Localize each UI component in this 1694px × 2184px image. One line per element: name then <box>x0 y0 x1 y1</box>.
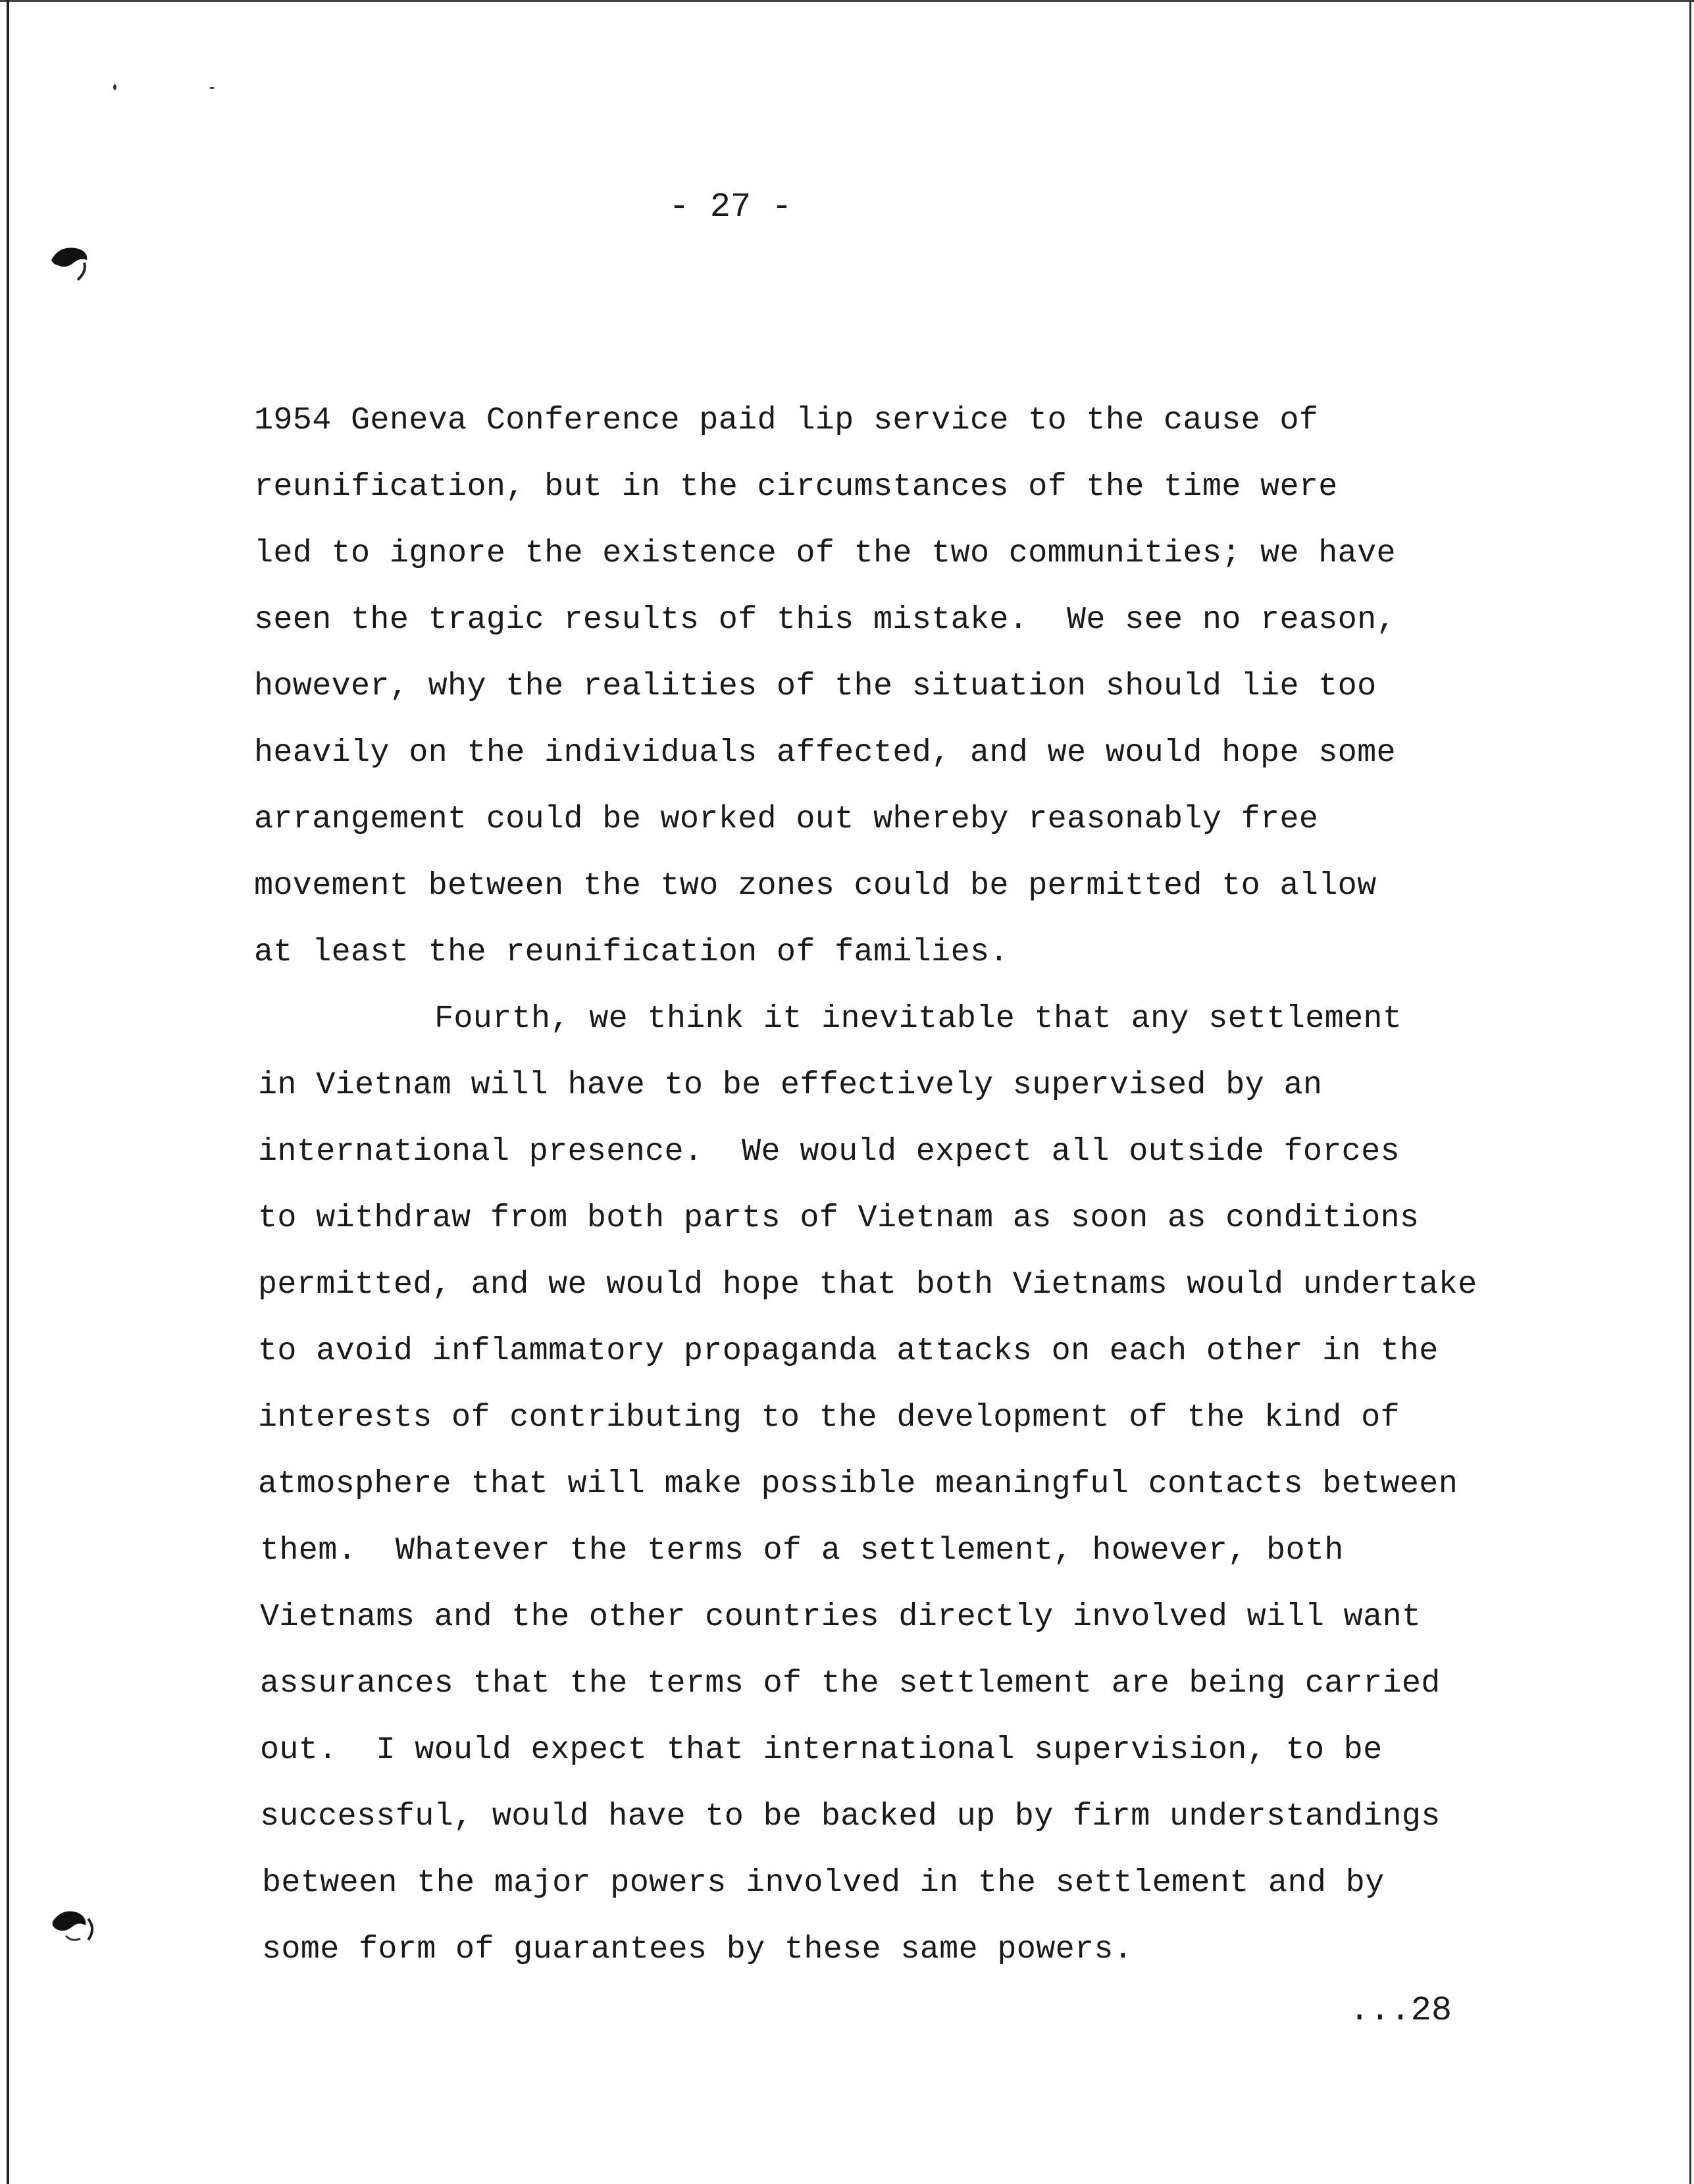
body-line: led to ignore the existence of the two communities; we have <box>254 535 1396 571</box>
body-line: at least the reunification of families. <box>254 934 1009 970</box>
paragraph-first-line: Fourth, we think it inevitable that any settlement <box>434 1001 1402 1037</box>
body-line: assurances that the terms of the settlement are being carried <box>260 1665 1441 1702</box>
body-line: heavily on the individuals affected, and we would hope some <box>254 735 1396 771</box>
body-line: interests of contributing to the development of the kind of <box>258 1399 1400 1436</box>
body-line: arrangement could be worked out whereby reasonably free <box>254 801 1319 837</box>
body-line: 1954 Geneva Conference paid lip service to the cause of <box>254 402 1319 438</box>
body-line: permitted, and we would hope that both Vietnams would undertake <box>258 1266 1477 1303</box>
body-line: reunification, but in the circumstances of the time were <box>254 469 1338 505</box>
body-line: international presence. We would expect all outside forces <box>258 1133 1400 1170</box>
body-line: movement between the two zones could be permitted to allow <box>254 868 1377 904</box>
punch-hole-bottom-icon <box>46 1899 99 1952</box>
body-line: to avoid inflammatory propaganda attacks on each other in the <box>258 1333 1439 1369</box>
scan-speck <box>209 87 215 89</box>
body-line: out. I would expect that international supervision, to be <box>260 1732 1383 1768</box>
body-line: them. Whatever the terms of a settlement, however, both <box>260 1532 1344 1569</box>
scan-speck <box>113 84 116 90</box>
scan-right-edge <box>1689 0 1691 2184</box>
body-line: in Vietnam will have to be effectively supervised by an <box>258 1067 1323 1103</box>
body-line: successful, would have to be backed up by firm understandings <box>260 1798 1441 1834</box>
body-line: some form of guarantees by these same powers. <box>262 1931 1133 1967</box>
body-line: atmosphere that will make possible meaningful contacts between <box>258 1466 1458 1502</box>
body-line: between the major powers involved in the settlement and by <box>262 1865 1385 1901</box>
body-line: however, why the realities of the situation should lie too <box>254 668 1377 704</box>
scan-top-edge <box>0 0 1694 2</box>
body-line: Vietnams and the other countries directly involved will want <box>260 1599 1422 1635</box>
page-number: - 27 - <box>669 188 792 226</box>
body-line: seen the tragic results of this mistake. We see no reason, <box>254 602 1396 638</box>
scan-left-edge <box>7 0 9 2184</box>
body-line: to withdraw from both parts of Vietnam as soon as conditions <box>258 1200 1420 1236</box>
punch-hole-top-icon <box>46 234 99 286</box>
continuation-marker: ...28 <box>1349 1991 1452 2030</box>
